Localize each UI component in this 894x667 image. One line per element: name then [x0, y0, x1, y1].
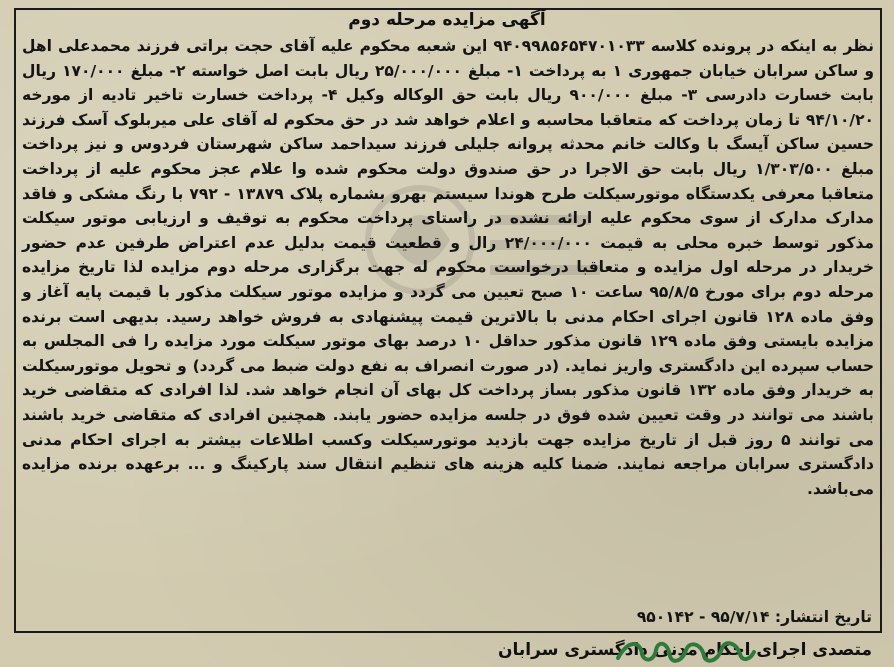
- handwritten-mark: [610, 632, 760, 667]
- notice-title: آگهی مزایده مرحله دوم: [348, 10, 546, 30]
- notice-body: نظر به اینکه در پرونده کلاسه ۹۴۰۹۹۸۵۶۵۴۷۰۱۰۳۳ این شعبه محکوم علیه آقای حجت براتی فرزند محمدعلی اهل و ساکن سرابان خیابان جمهوری ۱ به پرداخت ۱- مبلغ ۲۵/۰۰۰/۰۰۰ ریال بابت اصل خواسته ۲- مبلغ ۱۷۰/۰۰۰ ریال بابت خسارت دادرسی ۳- مبلغ ۹۰۰/۰۰۰ ریال بابت حق الوکاله وکیل ۴- پرداخت خسارت تاخیر تادیه از مورخه ۹۴/۱۰/۲۰ تا زمان پرداخت که متعاقبا محاسبه و اعلام خواهد شد در حق محکوم له آقای علی میربلوک آسک فرزند حسین ساکن آیسگ با وکالت خانم محدثه پروانه جلیلی فرزند سیداحمد ساکن شهرستان فردوس و نیز پرداخت مبلغ ۱/۳۰۳/۵۰۰ ریال بابت حق الاجرا در حق صندوق دولت محکوم شده وا علام عجز محکوم علیه از پرداخت متعاقبا معرفی یکدستگاه موتورسیکلت طرح هوندا سیستم بهرو بشماره پلاک ۱۳۸۷۹ - ۷۹۲ با رنگ مشکی و فاقد مدارک مدارک از سوی محکوم علیه ارائه نشده در راستای پرداخت محکوم به توقیف و ارزیابی موتور سیکلت مذکور توسط خبره محلی به قیمت ۲۴/۰۰۰/۰۰۰ رال و قطعیت قیمت بدلیل عدم اعتراض طرفین عدم حضور خریدار در مرحله اول مزایده و متعاقبا درخواست محکوم له جهت برگزاری مرحله دوم مزایده لذا تاریخ مزایده مرحله دوم برای مورخ ۹۵/۸/۵ ساعت ۱۰ صبح تعیین می گردد و مزایده موتور سیکلت مذکور با قیمت پایه آغاز و وفق ماده ۱۲۸ قانون اجرای احکام مدنی با بالاترین قیمت پیشنهادی به فروش خواهد رسید. بدیهی است برنده مزایده بایستی وفق ماده ۱۲۹ قانون مذکور حداقل ۱۰ درصد بهای موتور سیکلت مورد مزایده را فی المجلس به حساب سپرده این دادگستری واریز نماید. (در صورت انصراف به نفع دولت ضبط می گردد) و تحویل موتورسیکلت به خریدار وفق ماده ۱۳۲ قانون مذکور بساز پرداخت کل بهای آن انجام خواهد شد. لذا افرادی که متقاضی خرید باشند می توانند در وقت تعیین شده فوق در جلسه مزایده حضور یابند. همچنین افرادی که متقاضی خرید باشند می توانند ۵ روز قبل از تاریخ مزایده جهت بازدید موتورسیکلت وکسب اطلاعات بیشتر به اجرای احکام مدنی دادگستری سرابان مراجعه نمایند. ضمنا کلیه هزینه های تنظیم انتقال سند پارکینگ و ... برعهده برنده مزایده می‌باشد.: [22, 37, 875, 498]
- publish-date: تاریخ انتشار: ۹۵/۷/۱۴ - ۹۵۰۱۴۲: [636, 608, 872, 626]
- issuer-signature: متصدی اجرای احکام مدنی دادگستری سرابان: [498, 640, 872, 660]
